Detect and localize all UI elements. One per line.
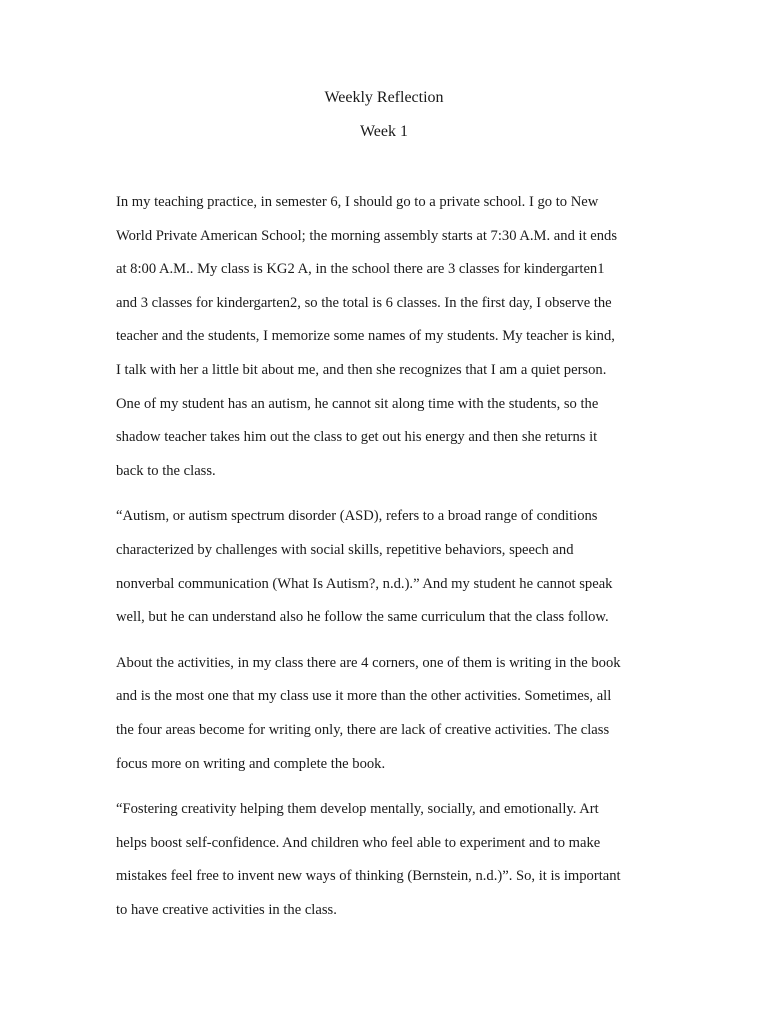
- paragraph-creativity-quote: [116, 793, 656, 927]
- text-line: One of my student has an autism, he cannot sit along time with the students, so the: [116, 395, 599, 412]
- text-line: teacher and the students, I memorize some names of my students. My teacher is kind,: [116, 328, 615, 345]
- document-subtitle: Week 1: [359, 123, 409, 140]
- text-line: characterized by challenges with social skills, repetitive behaviors, speech and: [116, 541, 574, 558]
- text-line: About the activities, in my class there are 4 corners, one of them is writing in the book: [116, 654, 621, 671]
- text-line: and 3 classes for kindergarten2, so the total is 6 classes. In the first day, I observe the: [116, 294, 612, 311]
- text-line: In my teaching practice, in semester 6, I should go to a private school. I go to New: [116, 194, 599, 210]
- document-body: [116, 186, 656, 939]
- text-line: the four areas become for writing only, there are lack of creative activities. The class: [116, 721, 610, 738]
- text-line: shadow teacher takes him out the class to get out his energy and then she returns it: [116, 429, 598, 446]
- text-line: back to the class.: [116, 462, 216, 479]
- text-line: “Autism, or autism spectrum disorder (ASD), refers to a broad range of conditions: [116, 508, 598, 525]
- document-title: Weekly Reflection: [324, 89, 444, 106]
- text-line: nonverbal communication (What Is Autism?, n.d.).” And my student he cannot speak: [116, 575, 613, 592]
- paragraph-intro: [116, 186, 656, 488]
- text-line: World Private American School; the morning assembly starts at 7:30 A.M. and it ends: [116, 227, 618, 244]
- text-line: mistakes feel free to invent new ways of thinking (Bernstein, n.d.)”. So, it is important: [116, 868, 621, 885]
- paragraph-autism-quote: [116, 500, 656, 634]
- text-line: to have creative activities in the class.: [116, 901, 337, 918]
- text-line: well, but he can understand also he follow the same curriculum that the class follow.: [116, 609, 609, 626]
- text-line: “Fostering creativity helping them develop mentally, socially, and emotionally. Art: [116, 801, 599, 818]
- text-line: focus more on writing and complete the book.: [116, 755, 386, 772]
- text-line: at 8:00 A.M.. My class is KG2 A, in the school there are 3 classes for kindergarten1: [116, 261, 605, 278]
- text-line: I talk with her a little bit about me, and then she recognizes that I am a quiet person.: [116, 361, 607, 378]
- text-line: helps boost self-confidence. And children who feel able to experiment and to make: [116, 834, 601, 851]
- text-line: and is the most one that my class use it more than the other activities. Sometimes, all: [116, 688, 612, 705]
- paragraph-activities: [116, 647, 656, 781]
